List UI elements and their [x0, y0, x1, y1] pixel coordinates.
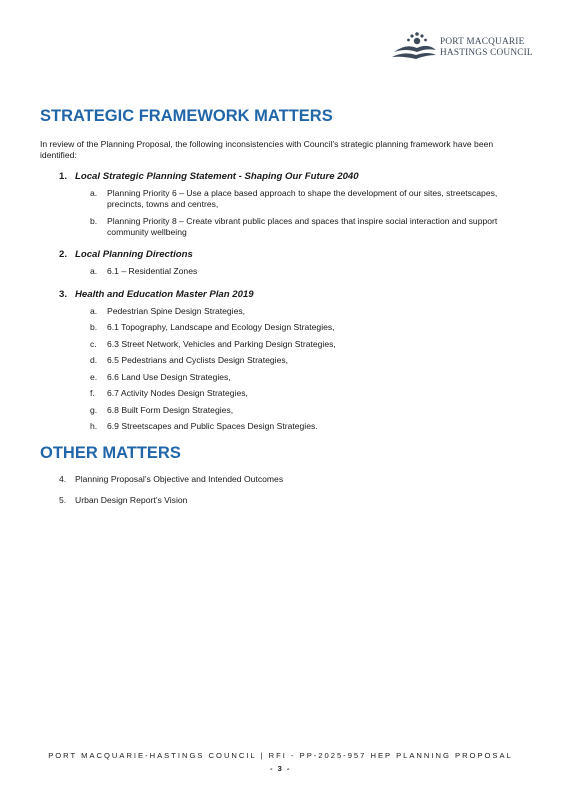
section-title: Local Strategic Planning Statement - Shaping Our Future 2040 [75, 171, 359, 182]
item-letter: d. [90, 355, 98, 365]
section-1-heading [59, 171, 359, 182]
list-item [90, 188, 520, 210]
section-number: 3. [59, 289, 68, 300]
item-text: 6.5 Pedestrians and Cyclists Design Strategies, [107, 355, 289, 365]
list-item [90, 339, 520, 350]
section-number: 2. [59, 249, 68, 260]
section-2-heading [59, 249, 193, 260]
item-text: Planning Proposal’s Objective and Intended Outcomes [75, 474, 284, 484]
list-item [90, 355, 520, 366]
item-letter: g. [90, 405, 98, 415]
item-text: Pedestrian Spine Design Strategies, [107, 306, 246, 316]
logo-wordmark [440, 37, 533, 59]
item-letter: c. [90, 339, 97, 349]
other-heading: OTHER MATTERS [40, 444, 181, 462]
item-letter: a. [90, 306, 98, 316]
item-text: Planning Priority 6 – Use a place based approach to shape the development of our sites, streetscapes, precincts, towns and centres, [107, 188, 498, 209]
logo-line-2: HASTINGS COUNCIL [440, 48, 533, 58]
strategic-heading: STRATEGIC FRAMEWORK MATTERS [40, 107, 333, 125]
item-number: 4. [59, 474, 67, 484]
item-text: 6.3 Street Network, Vehicles and Parking Design Strategies, [107, 339, 336, 349]
list-item [90, 216, 520, 238]
page-number: - 3 - [269, 764, 291, 773]
item-letter: e. [90, 372, 98, 382]
item-text: 6.9 Streetscapes and Public Spaces Design Strategies. [107, 421, 318, 431]
council-logo-icon [390, 30, 438, 64]
logo-line-1: PORT MACQUARIE [440, 37, 525, 47]
list-item [90, 306, 520, 317]
list-item [90, 421, 520, 432]
intro-paragraph: In review of the Planning Proposal, the following inconsistencies with Council’s strategic planning framework have been identified: [40, 139, 494, 160]
item-letter: b. [90, 322, 98, 332]
list-item [90, 322, 520, 333]
item-letter: a. [90, 188, 98, 198]
item-letter: f. [90, 388, 95, 398]
list-item [90, 372, 520, 383]
item-text: 6.7 Activity Nodes Design Strategies, [107, 388, 248, 398]
section-number: 1. [59, 171, 68, 182]
item-letter: h. [90, 421, 98, 431]
item-letter: a. [90, 266, 98, 276]
item-number: 5. [59, 495, 67, 505]
list-item [59, 474, 283, 484]
list-item [90, 388, 520, 399]
list-item [59, 495, 187, 505]
list-item [90, 405, 520, 416]
section-title: Health and Education Master Plan 2019 [75, 289, 254, 300]
page-footer: PORT MACQUARIE-HASTINGS COUNCIL | RFI - PP-2025-957 HEP PLANNING PROPOSAL [48, 751, 513, 760]
item-text: 6.8 Built Form Design Strategies, [107, 405, 234, 415]
item-text: 6.1 – Residential Zones [107, 266, 198, 276]
item-text: Urban Design Report’s Vision [75, 495, 188, 505]
section-3-heading [59, 289, 254, 300]
item-text: Planning Priority 8 – Create vibrant public places and spaces that inspire social interaction and support community wellbeing [107, 216, 498, 237]
section-title: Local Planning Directions [75, 249, 193, 260]
list-item [90, 266, 520, 277]
item-text: 6.1 Topography, Landscape and Ecology Design Strategies, [107, 322, 335, 332]
item-letter: b. [90, 216, 98, 226]
council-logo [390, 30, 533, 64]
item-text: 6.6 Land Use Design Strategies, [107, 372, 231, 382]
